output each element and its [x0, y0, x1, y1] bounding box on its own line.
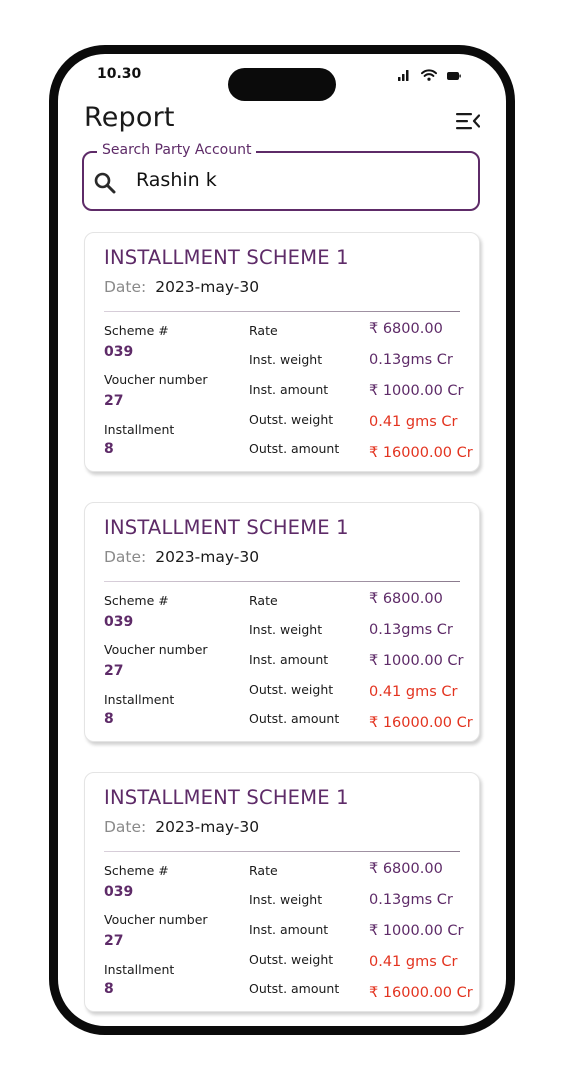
inst-amount-value: ₹ 1000.00 Cr [369, 383, 464, 399]
installment-value: 8 [104, 981, 114, 997]
card-title: INSTALLMENT SCHEME 1 [104, 786, 349, 809]
card-title: INSTALLMENT SCHEME 1 [104, 246, 349, 269]
rate-value: ₹ 6800.00 [369, 861, 443, 877]
menu-collapse-icon[interactable] [456, 112, 480, 134]
installment-label: Installment [104, 692, 175, 707]
installment-label: Installment [104, 422, 175, 437]
outst-amount-value: ₹ 16000.00 Cr [369, 985, 473, 1001]
card-divider [104, 581, 460, 582]
installment-label: Installment [104, 962, 175, 977]
scheme-value: 039 [104, 884, 134, 900]
screen [58, 54, 506, 1026]
voucher-value: 27 [104, 933, 124, 949]
search-field-label: Search Party Account [97, 142, 256, 158]
phone-frame [49, 45, 515, 1035]
inst-amount-label: Inst. amount [249, 382, 329, 397]
rate-label: Rate [249, 593, 278, 608]
outst-weight-label: Outst. weight [249, 952, 334, 967]
outst-weight-value: 0.41 gms Cr [369, 684, 458, 700]
date-label: Date: [104, 548, 147, 566]
inst-weight-value: 0.13gms Cr [369, 352, 453, 368]
page-title: Report [84, 102, 175, 133]
rate-label: Rate [249, 863, 278, 878]
outst-weight-value: 0.41 gms Cr [369, 414, 458, 430]
outst-weight-value: 0.41 gms Cr [369, 954, 458, 970]
voucher-label: Voucher number [104, 372, 208, 387]
inst-amount-value: ₹ 1000.00 Cr [369, 653, 464, 669]
outst-amount-label: Outst. amount [249, 711, 340, 726]
signal-icon [398, 66, 411, 85]
inst-weight-label: Inst. weight [249, 892, 323, 907]
scheme-label: Scheme # [104, 593, 169, 608]
outst-amount-label: Outst. amount [249, 981, 340, 996]
inst-amount-label: Inst. amount [249, 652, 329, 667]
search-party-account-field[interactable] [82, 142, 480, 211]
date-label: Date: [104, 818, 147, 836]
outst-amount-value: ₹ 16000.00 Cr [369, 445, 473, 461]
wifi-icon [421, 66, 437, 85]
card-title: INSTALLMENT SCHEME 1 [104, 516, 349, 539]
dynamic-island [228, 68, 336, 101]
date-label: Date: [104, 278, 147, 296]
search-icon[interactable] [94, 172, 116, 198]
inst-amount-value: ₹ 1000.00 Cr [369, 923, 464, 939]
date-value: 2023-may-30 [155, 278, 260, 296]
date-value: 2023-may-30 [155, 818, 260, 836]
installment-card[interactable] [84, 502, 480, 742]
outst-amount-value: ₹ 16000.00 Cr [369, 715, 473, 731]
status-time: 10.30 [97, 66, 142, 82]
voucher-label: Voucher number [104, 642, 208, 657]
card-divider [104, 851, 460, 852]
inst-weight-label: Inst. weight [249, 622, 323, 637]
card-date [104, 278, 259, 296]
outst-amount-label: Outst. amount [249, 441, 340, 456]
card-divider [104, 311, 460, 312]
voucher-value: 27 [104, 393, 124, 409]
scheme-label: Scheme # [104, 323, 169, 338]
rate-value: ₹ 6800.00 [369, 591, 443, 607]
date-value: 2023-may-30 [155, 548, 260, 566]
card-date [104, 548, 259, 566]
inst-weight-label: Inst. weight [249, 352, 323, 367]
rate-label: Rate [249, 323, 278, 338]
installment-card[interactable] [84, 772, 480, 1012]
voucher-value: 27 [104, 663, 124, 679]
outst-weight-label: Outst. weight [249, 682, 334, 697]
voucher-label: Voucher number [104, 912, 208, 927]
battery-icon [447, 66, 461, 85]
rate-value: ₹ 6800.00 [369, 321, 443, 337]
scheme-label: Scheme # [104, 863, 169, 878]
search-input[interactable] [136, 169, 436, 191]
installment-card[interactable] [84, 232, 480, 472]
inst-weight-value: 0.13gms Cr [369, 622, 453, 638]
installment-value: 8 [104, 441, 114, 457]
scheme-value: 039 [104, 614, 134, 630]
status-icons [398, 66, 461, 85]
outst-weight-label: Outst. weight [249, 412, 334, 427]
inst-weight-value: 0.13gms Cr [369, 892, 453, 908]
card-date [104, 818, 259, 836]
inst-amount-label: Inst. amount [249, 922, 329, 937]
scheme-value: 039 [104, 344, 134, 360]
installment-value: 8 [104, 711, 114, 727]
